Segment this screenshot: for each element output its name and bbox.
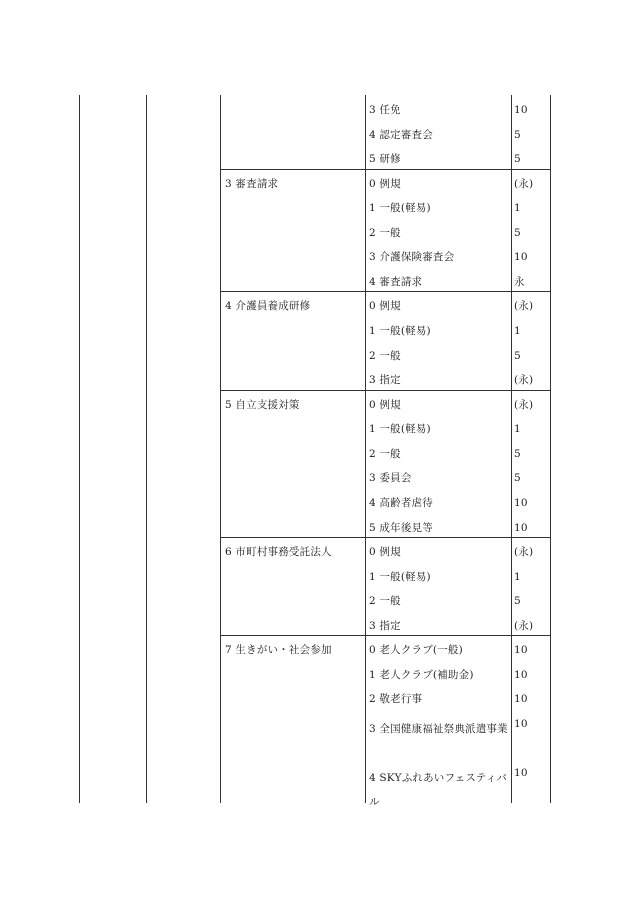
item-label: 4 高齢者虐待 [369,497,433,509]
item-label: 1 一般(軽易) [369,202,431,214]
retention-period: 5 [514,472,521,484]
group-separator [220,169,551,170]
item-label: 1 一般(軽易) [369,423,431,435]
item-label: 0 例規 [369,399,401,411]
group-separator [220,390,551,391]
table-border-right [550,95,551,803]
item-label: 0 例規 [369,300,401,312]
retention-period: 10 [514,669,528,681]
category-label: 7 生きがい・社会参加 [225,644,332,656]
group-separator [220,537,551,538]
retention-period: (永) [514,399,534,411]
retention-period: 5 [514,595,521,607]
column-divider [365,95,366,803]
retention-period: 5 [514,448,521,460]
retention-period: (永) [514,300,534,312]
item-label: 0 老人クラブ(一般) [369,644,463,656]
retention-period: 10 [514,497,528,509]
retention-period: 10 [514,718,528,730]
column-divider [511,95,512,803]
column-divider [220,95,221,803]
retention-period: 1 [514,202,521,214]
group-separator [220,635,551,636]
item-label: 2 一般 [369,595,401,607]
item-label: 2 一般 [369,227,401,239]
retention-period: (永) [514,620,534,632]
item-label: 0 例規 [369,178,401,190]
retention-period: 10 [514,644,528,656]
item-label: 4 認定審査会 [369,129,433,141]
retention-period: 10 [514,693,528,705]
retention-period: (永) [514,374,534,386]
item-label: 3 指定 [369,374,401,386]
retention-period: 10 [514,767,528,779]
retention-period: 10 [514,104,528,116]
retention-period: 1 [514,325,521,337]
item-label: 0 例規 [369,546,401,558]
retention-period: 1 [514,423,521,435]
item-label: 5 成年後見等 [369,522,433,534]
retention-period: 永 [514,276,525,288]
item-label: 2 一般 [369,448,401,460]
retention-period: 5 [514,129,521,141]
table-border-left [79,95,80,803]
item-label: 4 審査請求 [369,276,423,288]
retention-period: (永) [514,546,534,558]
category-label: 3 審査請求 [225,178,279,190]
retention-period: 1 [514,571,521,583]
item-label: 4 SKYふれあいフェスティバル [369,772,508,808]
column-divider [146,95,147,803]
category-label: 6 市町村事務受託法人 [225,546,332,558]
item-label: 3 指定 [369,620,401,632]
item-label: 5 研修 [369,153,401,165]
item-label: 1 老人クラブ(補助金) [369,669,474,681]
item-label: 2 一般 [369,350,401,362]
item-label: 1 一般(軽易) [369,571,431,583]
item-label: 3 委員会 [369,472,412,484]
item-label: 3 介護保険審査会 [369,251,455,263]
retention-period: 5 [514,153,521,165]
category-label: 5 自立支援対策 [225,399,300,411]
retention-period: 10 [514,522,528,534]
retention-period: (永) [514,178,534,190]
retention-period: 5 [514,227,521,239]
item-label: 1 一般(軽易) [369,325,431,337]
group-separator [220,291,551,292]
category-label: 4 介護員養成研修 [225,300,311,312]
item-label: 3 全国健康福祉祭典派遣事業 [369,723,508,735]
item-label: 3 任免 [369,104,401,116]
item-label: 2 敬老行事 [369,693,423,705]
retention-period: 5 [514,350,521,362]
retention-period: 10 [514,251,528,263]
